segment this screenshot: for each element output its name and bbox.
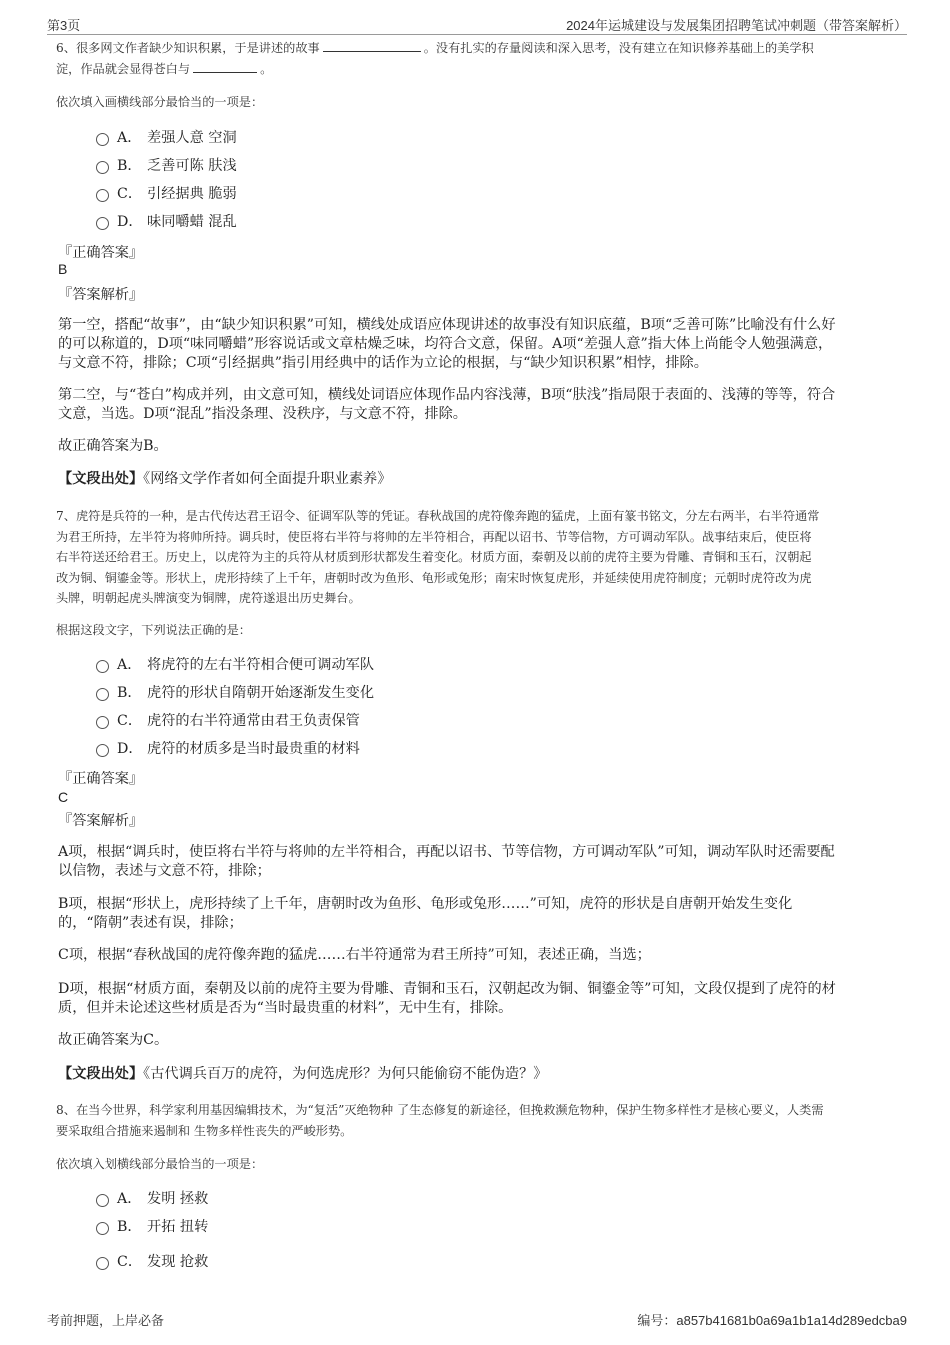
radio-icon[interactable] [96, 133, 109, 146]
question-7-analysis-a: A项，根据“调兵时，使臣将右半符与将帅的左半符相合，再配以诏书、节等信物，方可调动军队”可知，调动军队时还需要配 以信物，表述与文意不符，排除； [58, 844, 835, 879]
question-6-analysis-2: 第二空，与“苍白”构成并列，由文意可知，横线处词语应体现作品内容浅薄，B项“肤浅”指局限于表面的、浅薄的等等，符合 文意，当选。D项“混乱”指没条理、没秩序，与文意不符，排除。 [58, 387, 836, 422]
question-7-source: 【文段出处】《古代调兵百万的虎符，为何选虎形？为何只能偷窃不能伪造？》 [58, 1066, 548, 1082]
question-6-prompt: 依次填入画横线部分最恰当的一项是： [56, 95, 264, 109]
correct-answer: C [58, 789, 69, 805]
question-6-option-b[interactable]: B． 乏善可陈 肤浅 [96, 156, 237, 176]
question-6-option-d[interactable]: D． 味同嚼蜡 混乱 [96, 212, 237, 232]
radio-icon[interactable] [96, 161, 109, 174]
question-7-analysis-d: D项，根据“材质方面，秦朝及以前的虎符主要为骨雕、青铜和玉石，汉朝起改为铜、铜鎏金等”可知，文段仅提到了虎符的材 质，但并未论述这些材质是否为“当时最贵重的材料”，无中生有，排除。 [58, 981, 836, 1016]
radio-icon[interactable] [96, 688, 109, 701]
document-title: 2024年运城建设与发展集团招聘笔试冲刺题（带答案解析） [566, 18, 907, 33]
correct-answer-label: 『正确答案』 [58, 245, 144, 261]
footer-slogan: 考前押题，上岸必备 [47, 1313, 165, 1328]
question-7-analysis-c: C项，根据“春秋战国的虎符像奔跑的猛虎……右半符通常为君王所持”可知，表述正确，当选； [58, 947, 651, 963]
question-7-analysis-b: B项，根据“形状上，虎形持续了上千年，唐朝时改为鱼形、龟形或兔形……”可知，虎符的形状是自唐朝开始发生变化 的，“隋朝”表述有误，排除； [58, 896, 793, 931]
question-6-option-a[interactable]: A． 差强人意 空洞 [96, 128, 237, 148]
radio-icon[interactable] [96, 1194, 109, 1207]
question-8-option-c[interactable]: C． 发现 抢救 [96, 1252, 208, 1272]
page-footer [47, 1310, 907, 1330]
radio-icon[interactable] [96, 1257, 109, 1270]
question-6-analysis-1: 第一空，搭配“故事”，由“缺少知识积累”可知，横线处成语应体现讲述的故事没有知识底蕴，B项“乏善可陈”比喻没有什么好 的可以称道的，D项“味同嚼蜡”形容说话或文章枯燥乏味，均符合文意，保留。A项“差强人意”指大体上尚能令人勉强满意， 与文意不符，排除；C项“引经据典”指引用经典中的话作为立论的根据，与“缺少知识积累”相悖，排除。 [58, 317, 836, 371]
document-code: 编号：a857b41681b0a69a1b1a14d289edcba9 [637, 1313, 907, 1328]
question-6-conclusion: 故正确答案为B。 [58, 438, 168, 454]
radio-icon[interactable] [96, 744, 109, 757]
radio-icon[interactable] [96, 660, 109, 673]
analysis-label: 『答案解析』 [58, 813, 144, 829]
question-7-option-a[interactable]: A． 将虎符的左右半符相合便可调动军队 [96, 655, 374, 675]
question-6-text: 6、很多网文作者缺少知识积累，于是讲述的故事 。没有扎实的存量阅读和深入思考，没有建立在知识修养基础上的美学积 淀，作品就会显得苍白与 。 [56, 41, 814, 76]
question-8-prompt: 依次填入划横线部分最恰当的一项是： [56, 1157, 264, 1171]
question-6-option-c[interactable]: C． 引经据典 脆弱 [96, 184, 237, 204]
question-6-source: 【文段出处】《网络文学作者如何全面提升职业素养》 [58, 471, 392, 487]
page-number: 第3页 [47, 18, 81, 33]
page-header [47, 14, 907, 35]
answer-blank-1 [323, 39, 421, 52]
answer-blank-2 [193, 60, 257, 73]
question-7-option-c[interactable]: C． 虎符的右半符通常由君王负责保管 [96, 711, 360, 731]
question-7-prompt: 根据这段文字，下列说法正确的是： [56, 623, 251, 637]
correct-answer: B [58, 261, 68, 277]
question-7-option-d[interactable]: D． 虎符的材质多是当时最贵重的材料 [96, 739, 360, 759]
question-7-option-b[interactable]: B． 虎符的形状自隋朝开始逐渐发生变化 [96, 683, 374, 703]
radio-icon[interactable] [96, 716, 109, 729]
question-8-option-b[interactable]: B． 开拓 扭转 [96, 1217, 208, 1237]
analysis-label: 『答案解析』 [58, 287, 144, 303]
question-7-conclusion: 故正确答案为C。 [58, 1032, 169, 1048]
question-7-text: 7、虎符是兵符的一种，是古代传达君王诏令、征调军队等的凭证。春秋战国的虎符像奔跑的猛虎，上面有篆书铭文，分左右两半，右半符通常 为君王所持，左半符为将帅所持。调兵时，使臣将右半符与将帅的左半符相合，再配以诏书、节等信物，方可调动军队。战事结束后，使臣将 右半符送还给君王。历史上，以虎符为主的兵符从材质到形状都发生着变化。材质方面，秦朝及以前的虎符主要为骨雕、青铜和玉石，汉朝起 改为铜、铜鎏金等。形状上，虎形持续了上千年，唐朝时改为鱼形、龟形或兔形；南宋时恢复虎形，并延续使用虎符制度；元朝时虎符改为虎 头牌，明朝起虎头牌演变为铜牌，虎符遂退出历史舞台。 [56, 509, 820, 605]
correct-answer-label: 『正确答案』 [58, 771, 144, 787]
question-8-text: 8、在当今世界，科学家利用基因编辑技术，为“复活”灭绝物种 了生态修复的新途径，但挽救濒危物种，保护生物多样性才是核心要义，人类需 要采取组合措施来遏制和 生物多样性丧失的严峻形势。 [56, 1103, 824, 1138]
radio-icon[interactable] [96, 1222, 109, 1235]
radio-icon[interactable] [96, 189, 109, 202]
question-8-option-a[interactable]: A． 发明 拯救 [96, 1189, 208, 1209]
radio-icon[interactable] [96, 217, 109, 230]
